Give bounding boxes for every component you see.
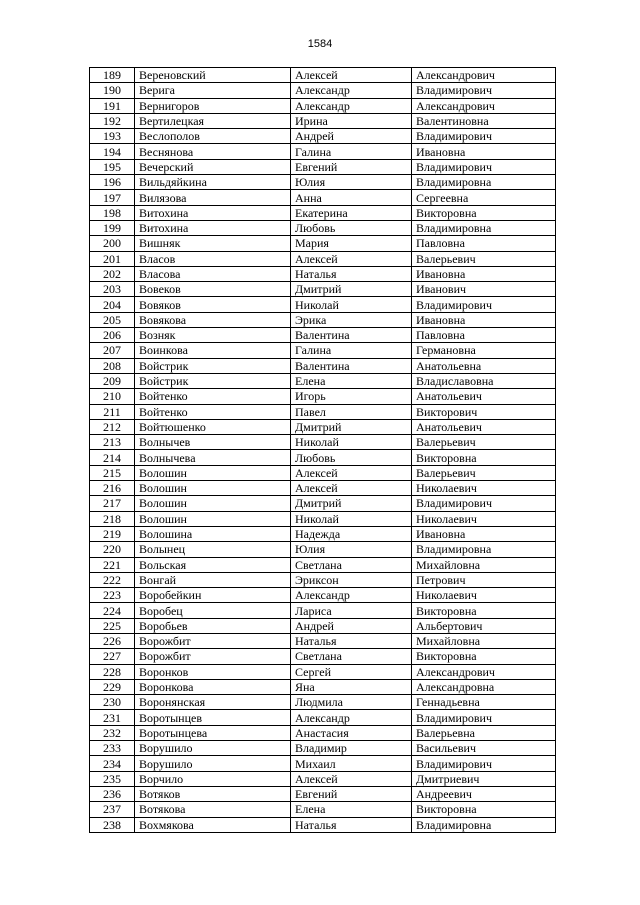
first-name-cell: Владимир <box>291 741 412 756</box>
first-name-cell: Светлана <box>291 557 412 572</box>
patronymic-cell: Ивановна <box>412 312 556 327</box>
last-name-cell: Вовеков <box>135 282 291 297</box>
first-name-cell: Юлия <box>291 175 412 190</box>
first-name-cell: Надежда <box>291 526 412 541</box>
row-number-cell: 218 <box>90 511 135 526</box>
last-name-cell: Волошин <box>135 465 291 480</box>
table-row <box>90 817 556 832</box>
row-number-cell: 200 <box>90 236 135 251</box>
first-name-cell: Алексей <box>291 481 412 496</box>
last-name-cell: Войстрик <box>135 373 291 388</box>
table-row <box>90 159 556 174</box>
last-name-cell: Волошин <box>135 511 291 526</box>
table-row <box>90 373 556 388</box>
row-number-cell: 235 <box>90 771 135 786</box>
first-name-cell: Алексей <box>291 771 412 786</box>
row-number-cell: 189 <box>90 68 135 83</box>
last-name-cell: Вечерский <box>135 159 291 174</box>
table-row <box>90 557 556 572</box>
first-name-cell: Александр <box>291 98 412 113</box>
last-name-cell: Ворожбит <box>135 633 291 648</box>
names-table-body <box>90 68 556 833</box>
table-row <box>90 435 556 450</box>
table-row <box>90 526 556 541</box>
row-number-cell: 228 <box>90 664 135 679</box>
first-name-cell: Алексей <box>291 251 412 266</box>
table-row <box>90 129 556 144</box>
first-name-cell: Алексей <box>291 68 412 83</box>
first-name-cell: Дмитрий <box>291 282 412 297</box>
patronymic-cell: Владимирович <box>412 756 556 771</box>
row-number-cell: 221 <box>90 557 135 572</box>
first-name-cell: Андрей <box>291 618 412 633</box>
first-name-cell: Эрика <box>291 312 412 327</box>
first-name-cell: Евгений <box>291 786 412 801</box>
first-name-cell: Валентина <box>291 328 412 343</box>
table-row <box>90 266 556 281</box>
patronymic-cell: Владимировна <box>412 175 556 190</box>
first-name-cell: Андрей <box>291 129 412 144</box>
row-number-cell: 234 <box>90 756 135 771</box>
row-number-cell: 231 <box>90 710 135 725</box>
patronymic-cell: Иванович <box>412 282 556 297</box>
patronymic-cell: Ивановна <box>412 526 556 541</box>
row-number-cell: 236 <box>90 786 135 801</box>
patronymic-cell: Викторовна <box>412 450 556 465</box>
row-number-cell: 191 <box>90 98 135 113</box>
first-name-cell: Александр <box>291 588 412 603</box>
patronymic-cell: Владимировна <box>412 817 556 832</box>
last-name-cell: Воробьев <box>135 618 291 633</box>
first-name-cell: Александр <box>291 710 412 725</box>
table-row <box>90 496 556 511</box>
table-row <box>90 710 556 725</box>
last-name-cell: Ворушило <box>135 756 291 771</box>
row-number-cell: 204 <box>90 297 135 312</box>
last-name-cell: Воробейкин <box>135 588 291 603</box>
row-number-cell: 190 <box>90 83 135 98</box>
row-number-cell: 226 <box>90 633 135 648</box>
patronymic-cell: Васильевич <box>412 741 556 756</box>
patronymic-cell: Владимировна <box>412 542 556 557</box>
table-row <box>90 205 556 220</box>
table-row <box>90 603 556 618</box>
patronymic-cell: Николаевич <box>412 511 556 526</box>
first-name-cell: Евгений <box>291 159 412 174</box>
patronymic-cell: Михайловна <box>412 633 556 648</box>
row-number-cell: 227 <box>90 649 135 664</box>
last-name-cell: Вовяков <box>135 297 291 312</box>
table-row <box>90 312 556 327</box>
row-number-cell: 238 <box>90 817 135 832</box>
row-number-cell: 215 <box>90 465 135 480</box>
row-number-cell: 207 <box>90 343 135 358</box>
first-name-cell: Екатерина <box>291 205 412 220</box>
table-row <box>90 98 556 113</box>
last-name-cell: Ворожбит <box>135 649 291 664</box>
patronymic-cell: Германовна <box>412 343 556 358</box>
row-number-cell: 232 <box>90 725 135 740</box>
first-name-cell: Наталья <box>291 633 412 648</box>
patronymic-cell: Владимирович <box>412 129 556 144</box>
patronymic-cell: Александрович <box>412 68 556 83</box>
table-row <box>90 725 556 740</box>
table-row <box>90 220 556 235</box>
row-number-cell: 214 <box>90 450 135 465</box>
patronymic-cell: Михайловна <box>412 557 556 572</box>
first-name-cell: Яна <box>291 679 412 694</box>
table-row <box>90 664 556 679</box>
first-name-cell: Галина <box>291 144 412 159</box>
table-row <box>90 649 556 664</box>
last-name-cell: Власов <box>135 251 291 266</box>
last-name-cell: Воронков <box>135 664 291 679</box>
table-row <box>90 741 556 756</box>
first-name-cell: Наталья <box>291 817 412 832</box>
last-name-cell: Вилязова <box>135 190 291 205</box>
last-name-cell: Вертилецкая <box>135 113 291 128</box>
first-name-cell: Наталья <box>291 266 412 281</box>
table-row <box>90 113 556 128</box>
table-row <box>90 282 556 297</box>
row-number-cell: 202 <box>90 266 135 281</box>
last-name-cell: Вовякова <box>135 312 291 327</box>
row-number-cell: 219 <box>90 526 135 541</box>
table-row <box>90 588 556 603</box>
last-name-cell: Витохина <box>135 205 291 220</box>
last-name-cell: Вернигоров <box>135 98 291 113</box>
row-number-cell: 203 <box>90 282 135 297</box>
patronymic-cell: Дмитриевич <box>412 771 556 786</box>
first-name-cell: Михаил <box>291 756 412 771</box>
first-name-cell: Ирина <box>291 113 412 128</box>
patronymic-cell: Александровна <box>412 679 556 694</box>
patronymic-cell: Валерьевич <box>412 435 556 450</box>
table-row <box>90 679 556 694</box>
row-number-cell: 209 <box>90 373 135 388</box>
row-number-cell: 224 <box>90 603 135 618</box>
row-number-cell: 223 <box>90 588 135 603</box>
first-name-cell: Николай <box>291 435 412 450</box>
last-name-cell: Веснянова <box>135 144 291 159</box>
table-row <box>90 465 556 480</box>
last-name-cell: Воронкова <box>135 679 291 694</box>
page-number: 1584 <box>307 38 333 50</box>
table-row <box>90 358 556 373</box>
last-name-cell: Власова <box>135 266 291 281</box>
first-name-cell: Анастасия <box>291 725 412 740</box>
last-name-cell: Вольская <box>135 557 291 572</box>
first-name-cell: Николай <box>291 511 412 526</box>
row-number-cell: 192 <box>90 113 135 128</box>
patronymic-cell: Владимирович <box>412 496 556 511</box>
first-name-cell: Павел <box>291 404 412 419</box>
table-row <box>90 633 556 648</box>
first-name-cell: Эриксон <box>291 572 412 587</box>
last-name-cell: Вотяков <box>135 786 291 801</box>
patronymic-cell: Викторовна <box>412 205 556 220</box>
last-name-cell: Волнычева <box>135 450 291 465</box>
first-name-cell: Дмитрий <box>291 419 412 434</box>
row-number-cell: 229 <box>90 679 135 694</box>
patronymic-cell: Викторович <box>412 404 556 419</box>
row-number-cell: 237 <box>90 802 135 817</box>
patronymic-cell: Ивановна <box>412 266 556 281</box>
row-number-cell: 222 <box>90 572 135 587</box>
row-number-cell: 205 <box>90 312 135 327</box>
row-number-cell: 216 <box>90 481 135 496</box>
last-name-cell: Верига <box>135 83 291 98</box>
patronymic-cell: Викторовна <box>412 649 556 664</box>
patronymic-cell: Анатольевич <box>412 419 556 434</box>
last-name-cell: Войстрик <box>135 358 291 373</box>
patronymic-cell: Валерьевич <box>412 465 556 480</box>
table-row <box>90 695 556 710</box>
table-row <box>90 450 556 465</box>
table-row <box>90 542 556 557</box>
first-name-cell: Любовь <box>291 220 412 235</box>
row-number-cell: 217 <box>90 496 135 511</box>
last-name-cell: Воронянская <box>135 695 291 710</box>
table-row <box>90 618 556 633</box>
table-row <box>90 175 556 190</box>
last-name-cell: Воробец <box>135 603 291 618</box>
patronymic-cell: Сергеевна <box>412 190 556 205</box>
patronymic-cell: Валентиновна <box>412 113 556 128</box>
row-number-cell: 210 <box>90 389 135 404</box>
row-number-cell: 233 <box>90 741 135 756</box>
first-name-cell: Елена <box>291 802 412 817</box>
row-number-cell: 220 <box>90 542 135 557</box>
table-row <box>90 404 556 419</box>
first-name-cell: Елена <box>291 373 412 388</box>
patronymic-cell: Николаевич <box>412 481 556 496</box>
last-name-cell: Ворчило <box>135 771 291 786</box>
row-number-cell: 194 <box>90 144 135 159</box>
table-row <box>90 756 556 771</box>
last-name-cell: Волынец <box>135 542 291 557</box>
table-row <box>90 389 556 404</box>
table-row <box>90 297 556 312</box>
first-name-cell: Людмила <box>291 695 412 710</box>
patronymic-cell: Петрович <box>412 572 556 587</box>
patronymic-cell: Владимирович <box>412 83 556 98</box>
patronymic-cell: Викторовна <box>412 802 556 817</box>
row-number-cell: 197 <box>90 190 135 205</box>
row-number-cell: 225 <box>90 618 135 633</box>
last-name-cell: Воинкова <box>135 343 291 358</box>
last-name-cell: Войтенко <box>135 389 291 404</box>
last-name-cell: Воротынцев <box>135 710 291 725</box>
first-name-cell: Александр <box>291 83 412 98</box>
patronymic-cell: Александрович <box>412 98 556 113</box>
row-number-cell: 198 <box>90 205 135 220</box>
patronymic-cell: Александрович <box>412 664 556 679</box>
row-number-cell: 196 <box>90 175 135 190</box>
first-name-cell: Николай <box>291 297 412 312</box>
last-name-cell: Вереновский <box>135 68 291 83</box>
patronymic-cell: Анатольевна <box>412 358 556 373</box>
last-name-cell: Воротынцева <box>135 725 291 740</box>
table-row <box>90 771 556 786</box>
table-row <box>90 572 556 587</box>
last-name-cell: Волошин <box>135 496 291 511</box>
first-name-cell: Лариса <box>291 603 412 618</box>
last-name-cell: Вохмякова <box>135 817 291 832</box>
first-name-cell: Галина <box>291 343 412 358</box>
last-name-cell: Веслополов <box>135 129 291 144</box>
patronymic-cell: Владимирович <box>412 159 556 174</box>
patronymic-cell: Анатольевич <box>412 389 556 404</box>
last-name-cell: Вишняк <box>135 236 291 251</box>
table-row <box>90 251 556 266</box>
patronymic-cell: Геннадьевна <box>412 695 556 710</box>
table-row <box>90 144 556 159</box>
last-name-cell: Войтюшенко <box>135 419 291 434</box>
patronymic-cell: Владиславовна <box>412 373 556 388</box>
table-row <box>90 83 556 98</box>
table-row <box>90 328 556 343</box>
table-row <box>90 802 556 817</box>
table-row <box>90 786 556 801</box>
table-row <box>90 190 556 205</box>
patronymic-cell: Валерьевич <box>412 251 556 266</box>
patronymic-cell: Павловна <box>412 328 556 343</box>
first-name-cell: Игорь <box>291 389 412 404</box>
last-name-cell: Вотякова <box>135 802 291 817</box>
patronymic-cell: Николаевич <box>412 588 556 603</box>
first-name-cell: Анна <box>291 190 412 205</box>
last-name-cell: Волошина <box>135 526 291 541</box>
row-number-cell: 208 <box>90 358 135 373</box>
row-number-cell: 199 <box>90 220 135 235</box>
last-name-cell: Волнычев <box>135 435 291 450</box>
last-name-cell: Войтенко <box>135 404 291 419</box>
patronymic-cell: Андреевич <box>412 786 556 801</box>
row-number-cell: 211 <box>90 404 135 419</box>
last-name-cell: Вонгай <box>135 572 291 587</box>
row-number-cell: 230 <box>90 695 135 710</box>
patronymic-cell: Владимирович <box>412 710 556 725</box>
last-name-cell: Ворушило <box>135 741 291 756</box>
row-number-cell: 201 <box>90 251 135 266</box>
first-name-cell: Сергей <box>291 664 412 679</box>
patronymic-cell: Ивановна <box>412 144 556 159</box>
first-name-cell: Мария <box>291 236 412 251</box>
patronymic-cell: Викторовна <box>412 603 556 618</box>
table-row <box>90 511 556 526</box>
row-number-cell: 206 <box>90 328 135 343</box>
last-name-cell: Возняк <box>135 328 291 343</box>
row-number-cell: 195 <box>90 159 135 174</box>
last-name-cell: Витохина <box>135 220 291 235</box>
patronymic-cell: Валерьевна <box>412 725 556 740</box>
first-name-cell: Любовь <box>291 450 412 465</box>
table-row <box>90 419 556 434</box>
first-name-cell: Светлана <box>291 649 412 664</box>
first-name-cell: Юлия <box>291 542 412 557</box>
last-name-cell: Волошин <box>135 481 291 496</box>
table-row <box>90 236 556 251</box>
names-table <box>89 67 556 833</box>
first-name-cell: Алексей <box>291 465 412 480</box>
table-row <box>90 68 556 83</box>
patronymic-cell: Владимирович <box>412 297 556 312</box>
patronymic-cell: Павловна <box>412 236 556 251</box>
table-row <box>90 343 556 358</box>
row-number-cell: 213 <box>90 435 135 450</box>
first-name-cell: Валентина <box>291 358 412 373</box>
patronymic-cell: Альбертович <box>412 618 556 633</box>
row-number-cell: 193 <box>90 129 135 144</box>
row-number-cell: 212 <box>90 419 135 434</box>
last-name-cell: Вильдяйкина <box>135 175 291 190</box>
table-row <box>90 481 556 496</box>
patronymic-cell: Владимировна <box>412 220 556 235</box>
first-name-cell: Дмитрий <box>291 496 412 511</box>
